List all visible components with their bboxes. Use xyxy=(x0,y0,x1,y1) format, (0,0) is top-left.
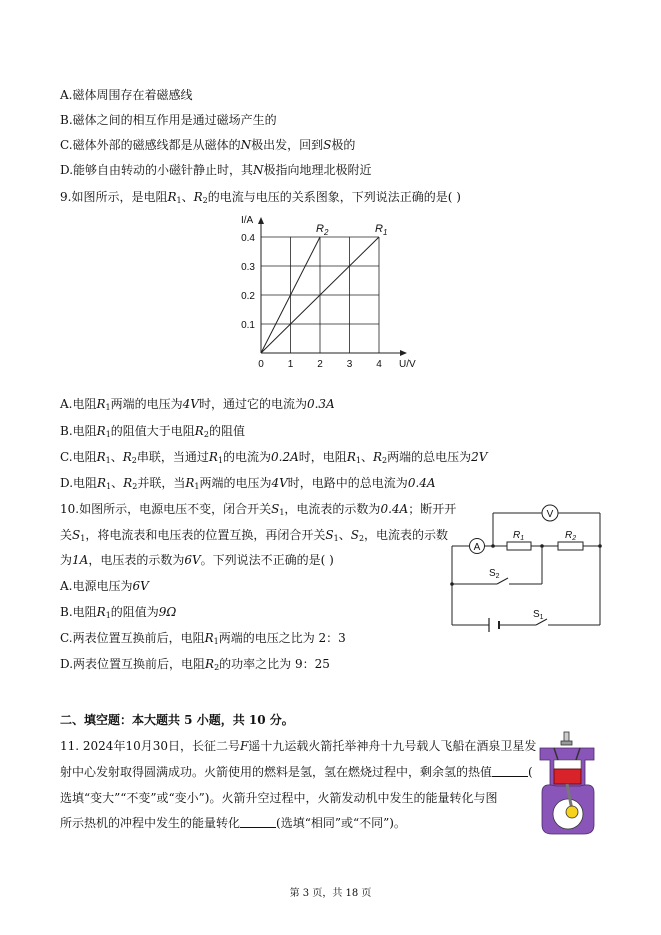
q9-stem: 9.如图所示，是电阻$R_1$、$R_2$的电流与电压的关系图象，下列说法正确的是( ) xyxy=(60,190,461,205)
x-tick-label: 1 xyxy=(287,359,294,370)
answer-blank-1[interactable] xyxy=(492,765,528,777)
x-axis-label: U/V xyxy=(399,359,416,370)
q9-option-c: C.电阻$R_1$、$R_2$串联，当通过$R_1$的电流为0.2A时，电阻$R_1$、$R_2$两端的总电压为2V xyxy=(60,450,488,465)
q8-option-b: B.磁体之间的相互作用是通过磁场产生的 xyxy=(60,113,277,127)
x-tick-label: 4 xyxy=(376,359,382,370)
q10-stem-line2: 关$S_1$，将电流表和电压表的位置互换，再闭合开关$S_1$、$S_2$，电流表的示数 xyxy=(60,528,449,543)
q8-option-a: A.磁体周围存在着磁感线 xyxy=(60,88,193,102)
x-tick-label: 0 xyxy=(258,359,264,370)
junction-dot xyxy=(450,582,454,586)
q11-line2: 射中心发射取得圆满成功。火箭使用的燃料是氢，氢在燃烧过程中，剩余氢的热值 ( xyxy=(60,765,533,779)
ammeter-label: A xyxy=(473,542,481,553)
q8-option-c: C.磁体外部的磁感线都是从磁体的N极出发，回到S极的 xyxy=(60,138,356,152)
q10-option-d: D.两表位置互换前后，电阻$R_2$的功率之比为 9：25 xyxy=(60,657,330,672)
piston-icon xyxy=(554,769,581,784)
r1-label: $R_1$ xyxy=(513,530,525,542)
r2-label: $R_2$ xyxy=(565,530,577,542)
s2-label: $S_2$ xyxy=(489,568,500,580)
x-axis-arrow xyxy=(400,350,407,356)
q11-line1: 11. 2024年10月30日，长征二号F遥十九运载火箭托举神舟十九号载人飞船在酒泉卫星发 xyxy=(60,739,537,753)
q10-option-c: C.两表位置互换前后，电阻$R_1$两端的电压之比为 2：3 xyxy=(60,631,346,646)
answer-blank-2[interactable] xyxy=(240,816,276,828)
q9-option-b: B.电阻$R_1$的阻值大于电阻$R_2$的阻值 xyxy=(60,424,245,439)
x-tick-label: 3 xyxy=(346,359,353,370)
spark-plug-icon xyxy=(564,732,569,742)
junction-dot xyxy=(540,544,544,548)
s1-label: $S_1$ xyxy=(533,609,544,621)
y-tick-label: 0.4 xyxy=(241,233,255,244)
junction-dot xyxy=(598,544,602,548)
q10-stem-line3: 为1A，电压表的示数为6V。下列说法不正确的是( ) xyxy=(60,553,334,567)
heat-engine-illustration xyxy=(536,730,602,836)
crankshaft-icon xyxy=(566,806,578,818)
y-axis-label: I/A xyxy=(241,215,254,226)
y-tick-label: 0.3 xyxy=(241,262,255,273)
q9-option-a: A.电阻$R_1$两端的电压为4V时，通过它的电流为0.3A xyxy=(60,397,335,412)
q10-option-a: A.电源电压为6V xyxy=(60,579,149,593)
series-label-r2: $R_2$ xyxy=(316,223,329,237)
q10-stem-line1: 10.如图所示，电源电压不变，闭合开关$S_1$，电流表的示数为0.4A；断开开 xyxy=(60,502,457,517)
y-tick-label: 0.2 xyxy=(241,291,255,302)
q11-line4: 所示热机的冲程中发生的能量转化 (选填“相同”或“不同”)。 xyxy=(60,816,406,830)
y-tick-label: 0.1 xyxy=(241,320,255,331)
series-label-r1: $R_1$ xyxy=(375,223,388,237)
resistor-r2 xyxy=(558,542,583,550)
q8-option-d: D.能够自由转动的小磁针静止时，其N极指向地理北极附近 xyxy=(60,163,372,177)
voltmeter-label: V xyxy=(546,509,554,520)
circuit-diagram xyxy=(445,500,610,632)
x-tick-label: 2 xyxy=(317,359,323,370)
q9-option-d: D.电阻$R_1$、$R_2$并联，当$R_1$两端的电压为4V时，电路中的总电流为0.4A xyxy=(60,476,436,491)
iv-chart xyxy=(225,205,425,380)
q11-line3: 选填“变大”“不变”或“变小”)。火箭升空过程中，火箭发动机中发生的能量转化与图 xyxy=(60,791,498,805)
q10-option-b: B.电阻$R_1$的阻值为9Ω xyxy=(60,605,177,620)
y-axis-arrow xyxy=(258,217,264,224)
section-heading: 二、填空题：本大题共 5 小题，共 10 分。 xyxy=(60,713,294,727)
junction-dot xyxy=(491,544,495,548)
resistor-r1 xyxy=(507,542,531,550)
page-footer: 第 3 页，共 18 页 xyxy=(289,888,372,899)
